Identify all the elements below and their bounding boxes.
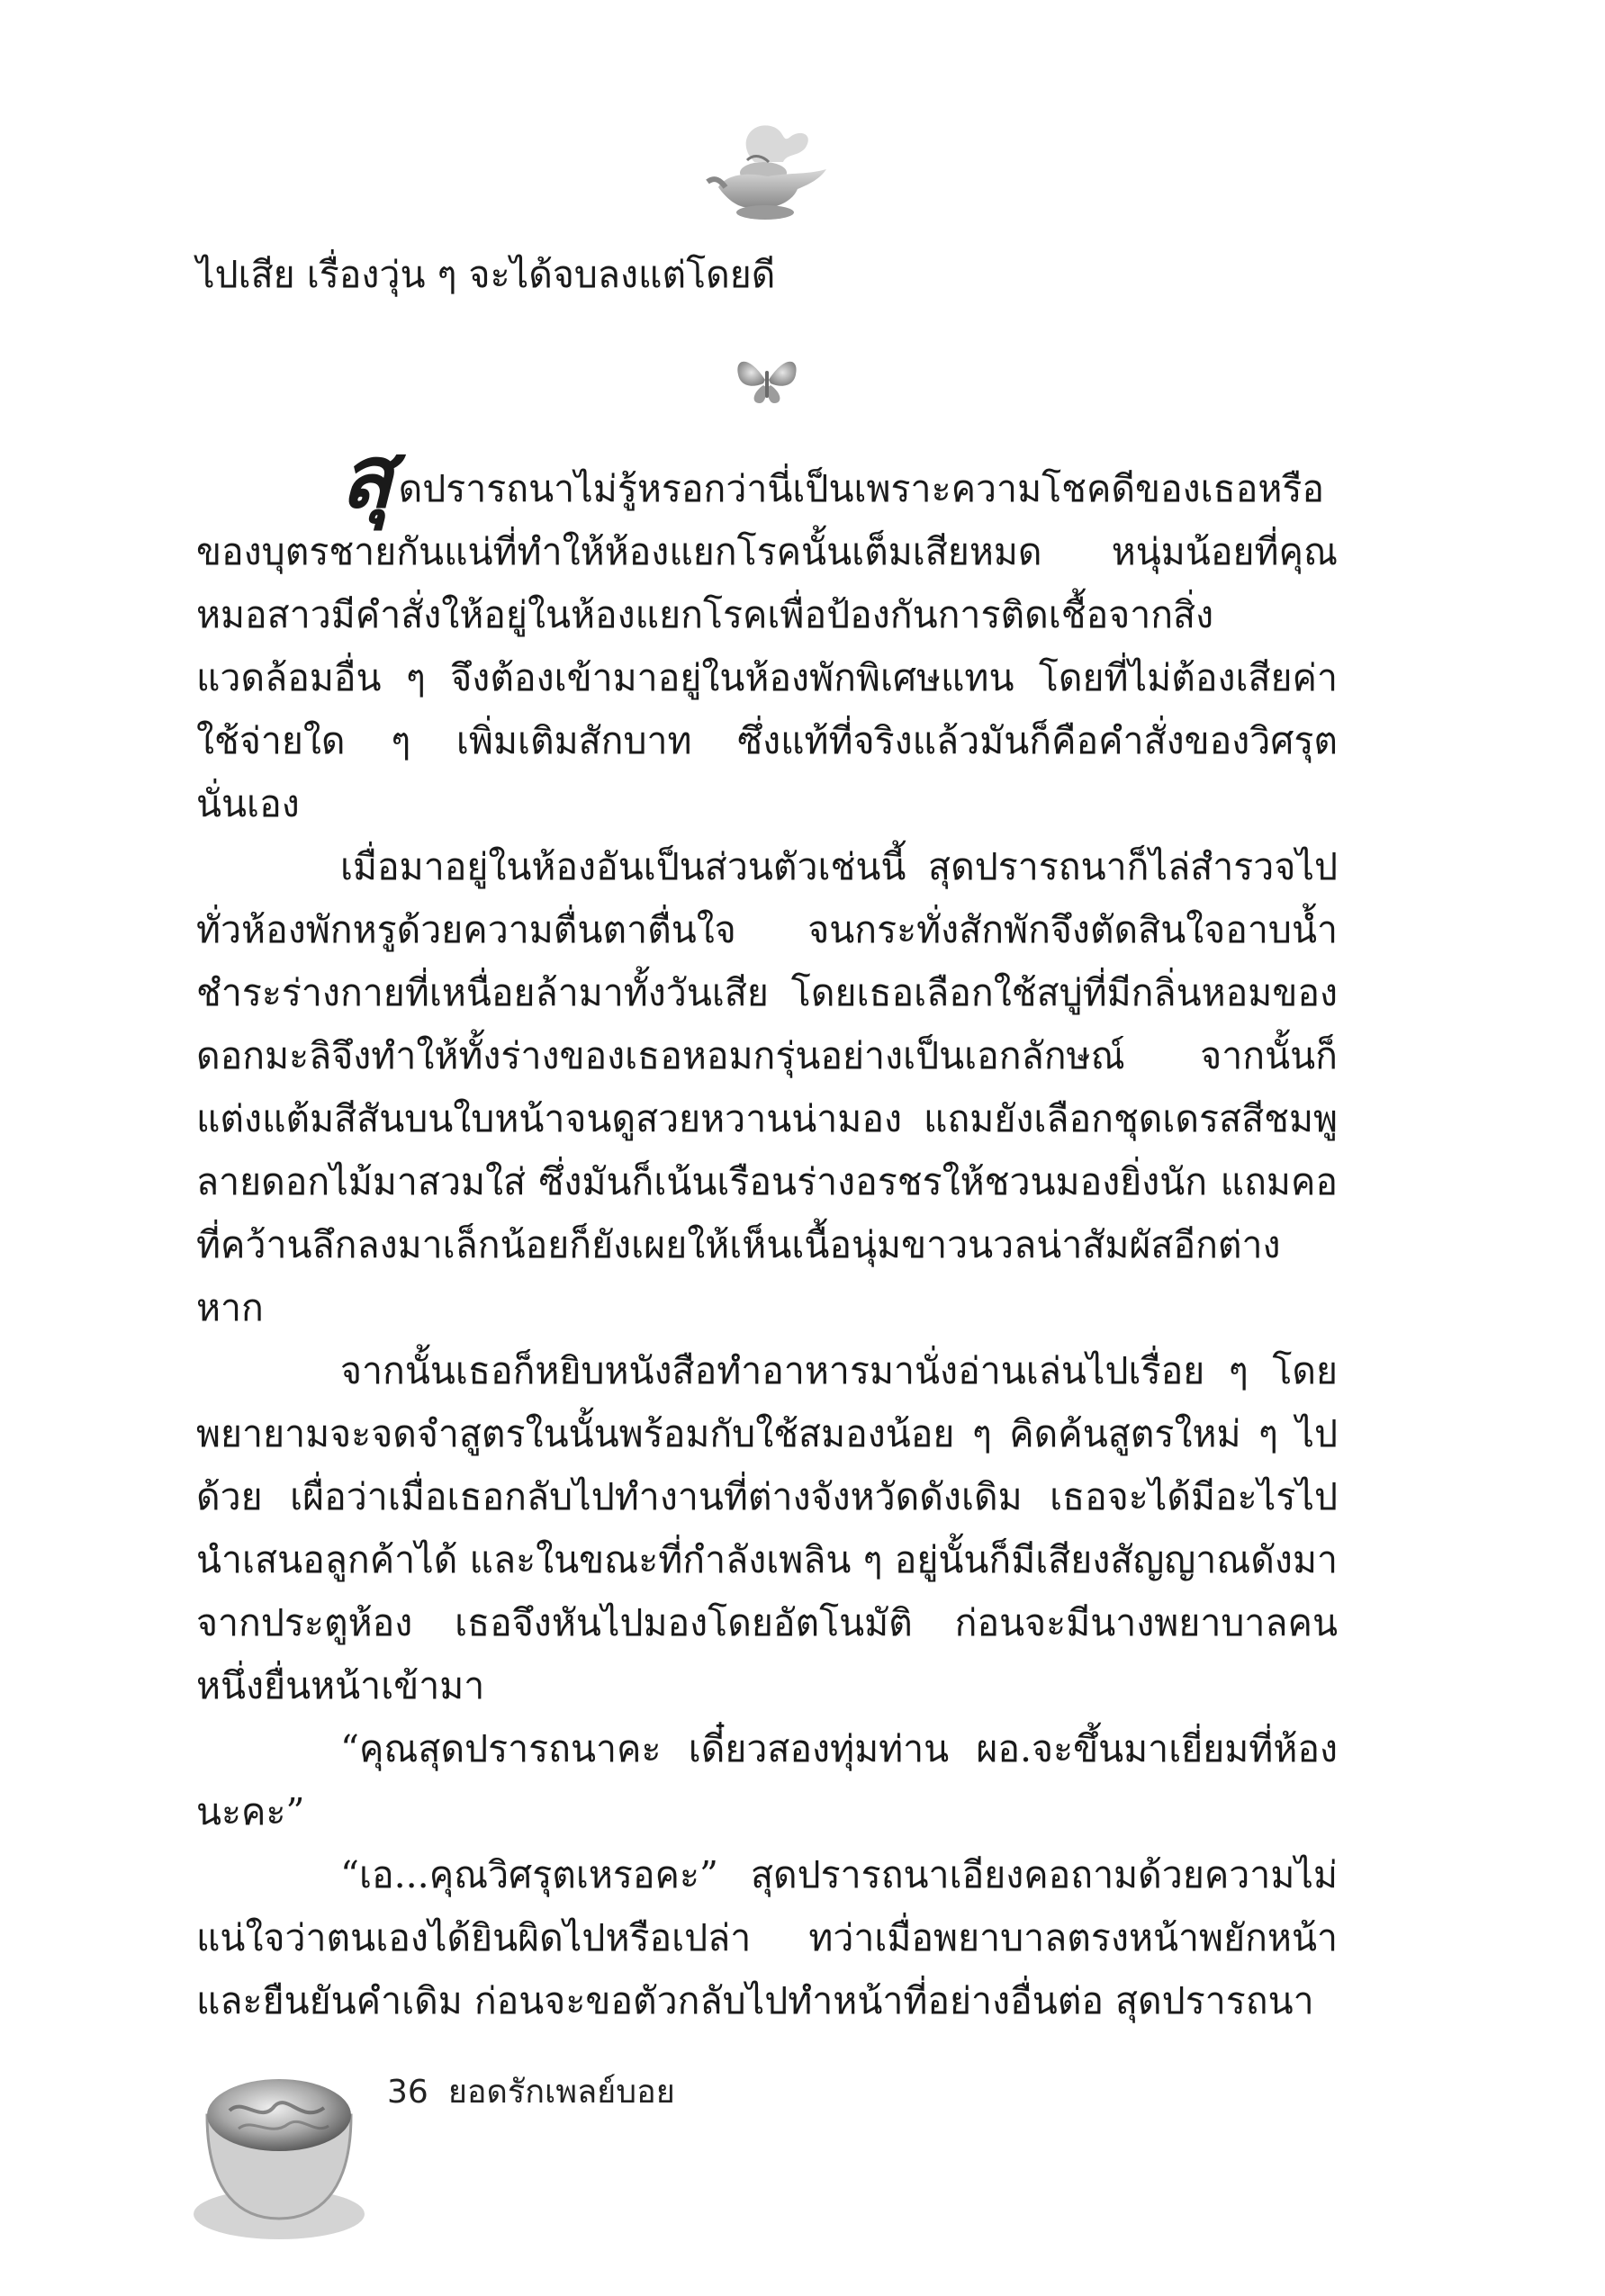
paragraph bbox=[196, 426, 1338, 835]
page-footer bbox=[387, 2070, 695, 2115]
body-text bbox=[196, 426, 1338, 2032]
butterfly-ornament-icon bbox=[731, 347, 803, 410]
paragraph: “เอ...คุณวิศรุตเหรอคะ” สุดปรารถนาเอียงคอถามด้วยความไม่แน่ใจว่าตนเองได้ยินผิดไปหรือเปล่า ทว่าเมื่อพยาบาลตรงหน้าพยักหน้าและยืนยันคำเดิม ก่อนจะขอตัวกลับไปทำหน้าที่อย่างอื่นต่อ สุดปรารถนา bbox=[196, 1853, 1338, 2022]
page-number: 36 bbox=[387, 2074, 428, 2111]
book-title: ยอดรักเพลย์บอย bbox=[447, 2074, 675, 2111]
paragraph: “คุณสุดปรารถนาคะ เดี๋ยวสองทุ่มท่าน ผอ.จะขึ้นมาเยี่ยมที่ห้องนะคะ” bbox=[196, 1727, 1338, 1833]
drop-cap: สุ bbox=[340, 426, 393, 527]
paragraph: จากนั้นเธอก็หยิบหนังสือทำอาหารมานั่งอ่านเล่นไปเรื่อย ๆ โดยพยายามจะจดจำสูตรในนั้นพร้อมกับใช้สมองน้อย ๆ คิดค้นสูตรใหม่ ๆ ไปด้วย เผื่อว่าเมื่อเธอกลับไปทำงานที่ต่างจังหวัดดังเดิม เธอจะได้มีอะไรไปนำเสนอลูกค้าได้ และในขณะที่กำลังเพลิน ๆ อยู่นั้นก็มีเสียงสัญญาณดังมาจากประตูห้อง เธอจึงหันไปมองโดยอัตโนมัติ ก่อนจะมีนางพยาบาลคนหนึ่งยื่นหน้าเข้ามา bbox=[196, 1349, 1338, 1707]
paragraph: เมื่อมาอยู่ในห้องอันเป็นส่วนตัวเช่นนี้ สุดปรารถนาก็ไล่สำรวจไปทั่วห้องพักหรูด้วยความตื่นตาตื่นใจ จนกระทั่งสักพักจึงตัดสินใจอาบน้ำชำระร่างกายที่เหนื่อยล้ามาทั้งวันเสีย โดยเธอเลือกใช้สบู่ที่มีกลิ่นหอมของดอกมะลิจึงทำให้ทั้งร่างของเธอหอมกรุ่นอย่างเป็นเอกลักษณ์ จากนั้นก็แต่งแต้มสีสันบนใบหน้าจนดูสวยหวานน่ามอง แถมยังเลือกชุดเดรสสีชมพูลายดอกไม้มาสวมใส่ ซึ่งมันก็เน้นเรือนร่างอรชรให้ชวนมองยิ่งนัก แถมคอที่คว้านลึกลงมาเล็กน้อยก็ยังเผยให้เห็นเนื้อนุ่มขาวนวลน่าสัมผัสอีกต่างหาก bbox=[196, 845, 1338, 1329]
genie-lamp-icon bbox=[700, 117, 835, 225]
teacup-icon bbox=[189, 2061, 374, 2246]
paragraph-text: ดปรารถนาไม่รู้หรอกว่านี่เป็นเพราะความโชคดีของเธอหรือของบุตรชายกันแน่ที่ทำให้ห้องแยกโรคนั้นเต็มเสียหมด หนุ่มน้อยที่คุณหมอสาวมีคำสั่งให้อยู่ในห้องแยกโรคเพื่อป้องกันการติดเชื้อจากสิ่งแวดล้อมอื่น ๆ จึงต้องเข้ามาอยู่ในห้องพักพิเศษแทน โดยที่ไม่ต้องเสียค่าใช้จ่ายใด ๆ เพิ่มเติมสักบาท ซึ่งแท้ที่จริงแล้วมันก็คือคำสั่งของวิศรุตนั่นเอง bbox=[196, 467, 1338, 825]
continued-line: ไปเสีย เรื่องวุ่น ๆ จะได้จบลงแต่โดยดี bbox=[196, 253, 776, 296]
